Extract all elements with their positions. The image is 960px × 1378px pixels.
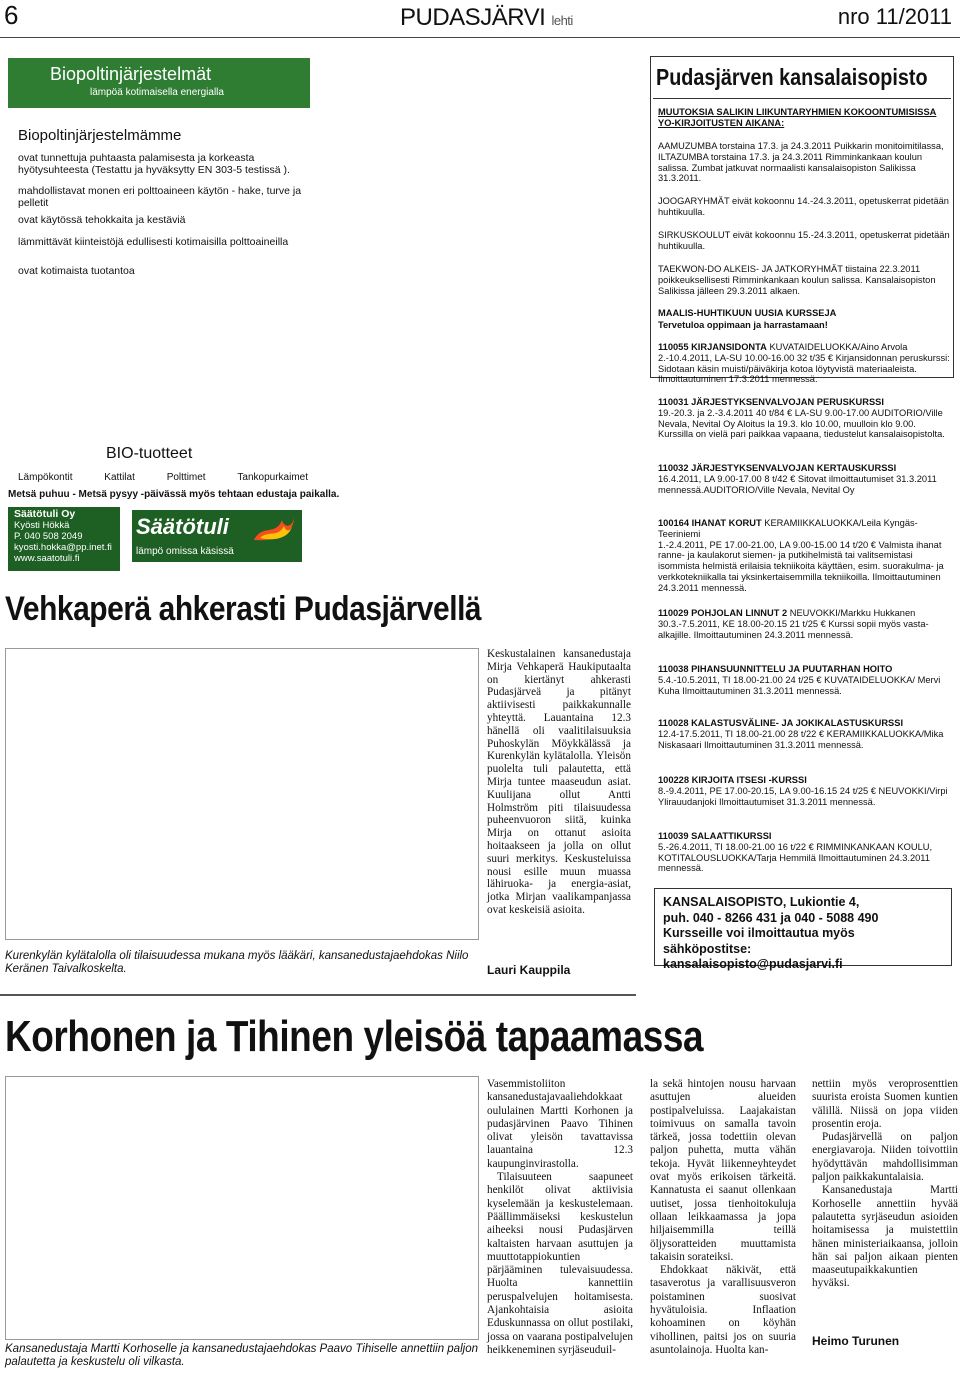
- course-item: 100164 IHANAT KORUT KERAMIIKKALUOKKA/Leila Kyngäs-Teeriniemi 1.-2.4.2011, PE 17.00-21.00, LA 9.00-15.00 14 t/20 € Valmista ihanat ranne- ja kaulakorut siemen- ja putkihelmistä tai valitsemistasi isommista helmistä erilaisia tekniikoita käyttäen, esim. suorakulma- ja verkkotekniikalla tai yksinkertaisemmilla tekniikoilla. Ilmoittautuminen 24.3.2011 mennessä.: [658, 518, 944, 593]
- issue-number: nro 11/2011: [837, 4, 952, 29]
- course-item: 110029 POHJOLAN LINNUT 2 NEUVOKKI/Markku Hukkanen 30.3.-7.5.2011, KE 18.00-20.15 21 t/25 € Kurssi sopii myös vasta-alkajille. Ilmoittautuminen 24.3.2011 mennessä.: [658, 608, 929, 640]
- sidebar-title: Pudasjärven kansalaisopisto: [656, 64, 928, 90]
- article-column: la sekä hintojen nousu harvaan asuttujen alueiden postipalveluissa. Laajakaistan toimivuus on samalla tavoin tärkeä, jossa todettiin olevan paljon puhetta, mutta vähän tekoja. Hyvät liikenneyhteydet ovat myös erikoisen tärkeitä. Kannatusta ei saanut ollenkaan uutiset, jossa tienhoitokuluja ollaan leikkaamassa ja jopa hiljaisemmilla teillä öljysoratteiden muuttamista takaisin sorateiksi. Ehdokkaat näkivät, että tasaverotus ja varallisuusveron poistaminen suosivat hyvätuloisia. Inflaation kohoaminen on köyhän vihollinen, paitsi jos on suuria asuntolainoja. Huolta kan-: [650, 1078, 796, 1356]
- course-item: 110055 KIRJANSIDONTA KUVATAIDELUOKKA/Aino Arvola 2.-10.4.2011, LA-SU 10.00-16.00 32 t/35 € Kirjansidonnan peruskurssi: Sidotaan käsin muisti/päiväkirja kotoa löytyvistä materiaaleista. Ilmoittautuminen 17.3.2011 mennessä.: [658, 342, 950, 385]
- ad-contact-box: Säätötuli Oy Kyösti Hökkä P. 040 508 2049 kyosti.hokka@pp.inet.fi www.saatotuli.fi: [8, 507, 120, 571]
- notice-heading: MUUTOKSIA SALIKIN LIIKUNTARYHMIEN KOKOONTUMISISSA YO-KIRJOITUSTEN AIKANA:: [658, 107, 937, 128]
- course-item: 100228 KIRJOITA ITSESI -KURSSI 8.-9.4.2011, PE 17.00-20.15, LA 9.00-16.15 24 t/25 € NEUVOKKI/Virpi Ylirauudanjoki Ilmoittautumiset 31.3.2011 mennessä.: [658, 775, 948, 807]
- article-author: Heimo Turunen: [812, 1334, 900, 1348]
- advertisement: [0, 55, 636, 575]
- ad-point: ovat käytössä tehokkaita ja kestäviä: [18, 214, 186, 226]
- course-item: 110028 KALASTUSVÄLINE- JA JOKIKALASTUSKURSSI 12.4-17.5.2011, TI 18.00-21.00 28 t/22 € KERAMIIKKALUOKKA/Mika Niskasaari Ilmoittautuminen 31.3.2011 mennessä.: [658, 718, 944, 750]
- ad-point: ovat kotimaista tuotantoa: [18, 265, 135, 277]
- ad-point: ovat tunnettuja puhtaasta palamisesta ja korkeasta hyötysuhteesta (Testattu ja hyväksytty EN 303-5 testissä ).: [18, 152, 290, 176]
- notice-item: TAEKWON-DO ALKEIS- JA JATKORYHMÄT tiistaina 22.3.2011 poikkeuksellisesti Rimminkankaan koulun salissa. Kansalaisopiston Salikissa jälleen 29.3.2011 alkaen.: [658, 264, 936, 296]
- divider: [653, 98, 951, 99]
- photo-caption: Kurenkylän kylätalolla oli tilaisuudessa mukana myös lääkäri, kansanedustajaehdokas Niilo Keränen Taivalkoskelta.: [5, 950, 469, 975]
- flame-icon: [252, 514, 296, 544]
- ad-slogan: Metsä puhuu - Metsä pysyy -päivässä myös tehtaan edustaja paikalla.: [8, 489, 340, 500]
- course-item: 110032 JÄRJESTYKSENVALVOJAN KERTAUSKURSSI 16.4.2011, LA 9.00-17.00 8 t/42 € Sitovat ilmoittautumiset 31.3.2011 mennessä.AUDITORIO/Ville Nevala, Nevital Oy: [658, 463, 937, 495]
- article-headline: Vehkaperä ahkerasti Pudasjärvellä: [5, 590, 482, 628]
- notice-item: AAMUZUMBA torstaina 17.3. ja 24.3.2011 Puikkarin monitoimitilassa, ILTAZUMBA torstaina 17.3. ja 24.3.2011 Rimminkankaan koulun salissa. Zumbat jatkuvat normaalisti kansalaisopiston Salikissa 31.3.2011.: [658, 141, 944, 184]
- contact-box: KANSALAISOPISTO, Lukiontie 4, puh. 040 - 8266 431 ja 040 - 5088 490 Kursseille voi ilmoittautua myös sähköpostitse: kansalaisopisto@pudasjarvi.fi: [654, 888, 952, 966]
- saatotuli-logo: Säätötuli lämpö omissa käsissä: [132, 510, 302, 562]
- article-photo: [5, 1076, 479, 1340]
- divider: [0, 994, 636, 996]
- contact-email-link[interactable]: kansalaisopisto@pudasjarvi.fi: [663, 957, 843, 971]
- notice-item: JOOGARYHMÄT eivät kokoonnu 14.-24.3.2011, opetuskerrat pidetään huhtikuulla.: [658, 196, 949, 217]
- product-categories: Lämpökontit Kattilat Polttimet Tankopurkaimet: [18, 472, 308, 483]
- course-item: 110031 JÄRJESTYKSENVALVOJAN PERUSKURSSI 19.-20.3. ja 2.-3.4.2011 40 t/84 € LA-SU 9.00-17.00 AUDITORIO/Ville Nevala, Nevital Oy Aloitus la 19.3. klo 10.00, muulloin klo 9.00. Kurssilla on vielä pari paikkaa vapaana, tiedustelut kansalaisopistolta.: [658, 397, 945, 440]
- course-item: 110038 PIHANSUUNNITTELU JA PUUTARHAN HOITO 5.4.-10.5.2011, TI 18.00-21.00 24 t/25 € KUVATAIDELUOKKA/ Mervi Kuha Ilmoittautuminen 31.3.2011 mennessä.: [658, 664, 941, 696]
- article-headline: Korhonen ja Tihinen yleisöä tapaamassa: [5, 1012, 704, 1061]
- article-author: Lauri Kauppila: [487, 963, 571, 977]
- article-column: Vasemmistoliiton kansanedustajavaaliehdokkaat oululainen Martti Korhonen ja pudasjärvinen Paavo Tihinen olivat yleisön tavattavissa lauantaina 12.3 kaupunginvirastolla. Tilaisuuteen saapuneet henkilöt olivat aktiivisia kyselemään ja keskustelemaan. Päällimmäiseksi keskustelun aiheeksi nousi Pudasjärven kaltaisten harvaan asuttujen ja muuttotappiokuntien pärjääminen tulevaisuudessa. Huolta kannettiin peruspalvelujen hoitamisesta. Ajankohtaisia asioita Eduskunnassa on ollut postilaki, jossa on vaarana postipalvelujen heikkeneminen syrjäseuduil-: [487, 1078, 633, 1356]
- article-photo: [5, 648, 479, 940]
- courses-title: MAALIS-HUHTIKUUN UUSIA KURSSEJA: [658, 308, 837, 318]
- course-item: 110039 SALAATTIKURSSI 5.-26.4.2011, TI 18.00-21.00 16 t/22 € RIMMINKANKAAN KOULU, KOTITALOUSLUOKKA/Tarja Hemmilä Ilmoittautuminen 24.3.2011 mennessä.: [658, 831, 933, 874]
- ad-banner: Biopoltinjärjestelmät lämpöä kotimaisella energialla: [8, 58, 310, 108]
- article-body: Keskustalainen kansanedustaja Mirja Vehkaperä Haukiputaalta on kiertänyt ahkerasti Pudasjärveä ja pitänyt aktiivisesti paikkakunnalle yhteyttä. Lauantaina 12.3 hänellä oli vaalitilaisuuksia Puhoskylän Möykkälässä ja Kurenkylän kylätalolla. Yleisön puolelta tuli palautetta, että Mirja tuntee maaseudun asiat. Kuulijana ollut Antti Holmström piti tilaisuudessa puheenvuoron siitä, kuinka Mirja on ottanut asioita hoitaakseen ja jolla on ollut suuri merkitys. Keskusteluissa nousi esille muun muassa lähiruoka- ja energia-asiat, jotka Mirjan vaalikampanjassa ovat keskeisiä asioita.: [487, 648, 631, 916]
- courses-welcome: Tervetuloa oppimaan ja harrastamaan!: [658, 320, 828, 330]
- article-column: nettiin myös veroprosenttien suurista eroista Suomen kuntien välillä. Niissä on jopa viiden prosentin eroja. Pudasjärvellä on paljon energiavaroja. Niiden toivottiin hyödyttävän mahdollisimman paljon paikkakuntalaisia. Kansanedustaja Martti Korhoselle annettiin hyvää palautetta syrjäseudun asioiden hoitamisessa ja muistettiin hänen ministeriaikaansa, jolloin hän sai paljon aikaan pienten maaseutupaikkakuntien hyväksi.: [812, 1078, 958, 1290]
- ad-point: lämmittävät kiinteistöjä edullisesti kotimaisilla polttoaineilla: [18, 236, 289, 248]
- page-number: 6: [4, 0, 19, 30]
- bio-products-title: BIO-tuotteet: [106, 445, 193, 462]
- ad-heading: Biopoltinjärjestelmämme: [18, 127, 182, 144]
- paper-name: PUDASJÄRVI lehti: [400, 4, 573, 31]
- ad-point: mahdollistavat monen eri polttoaineen käytön - hake, turve ja pelletit: [18, 185, 302, 209]
- notice-item: SIRKUSKOULUT eivät kokoonnu 15.-24.3.2011, opetuskerrat pidetään huhtikuulla.: [658, 230, 950, 251]
- photo-caption: Kansanedustaja Martti Korhoselle ja kansanedustajaehdokas Paavo Tihiselle annettiin paljon palautetta ja keskustelu oli vilkasta.: [5, 1343, 478, 1368]
